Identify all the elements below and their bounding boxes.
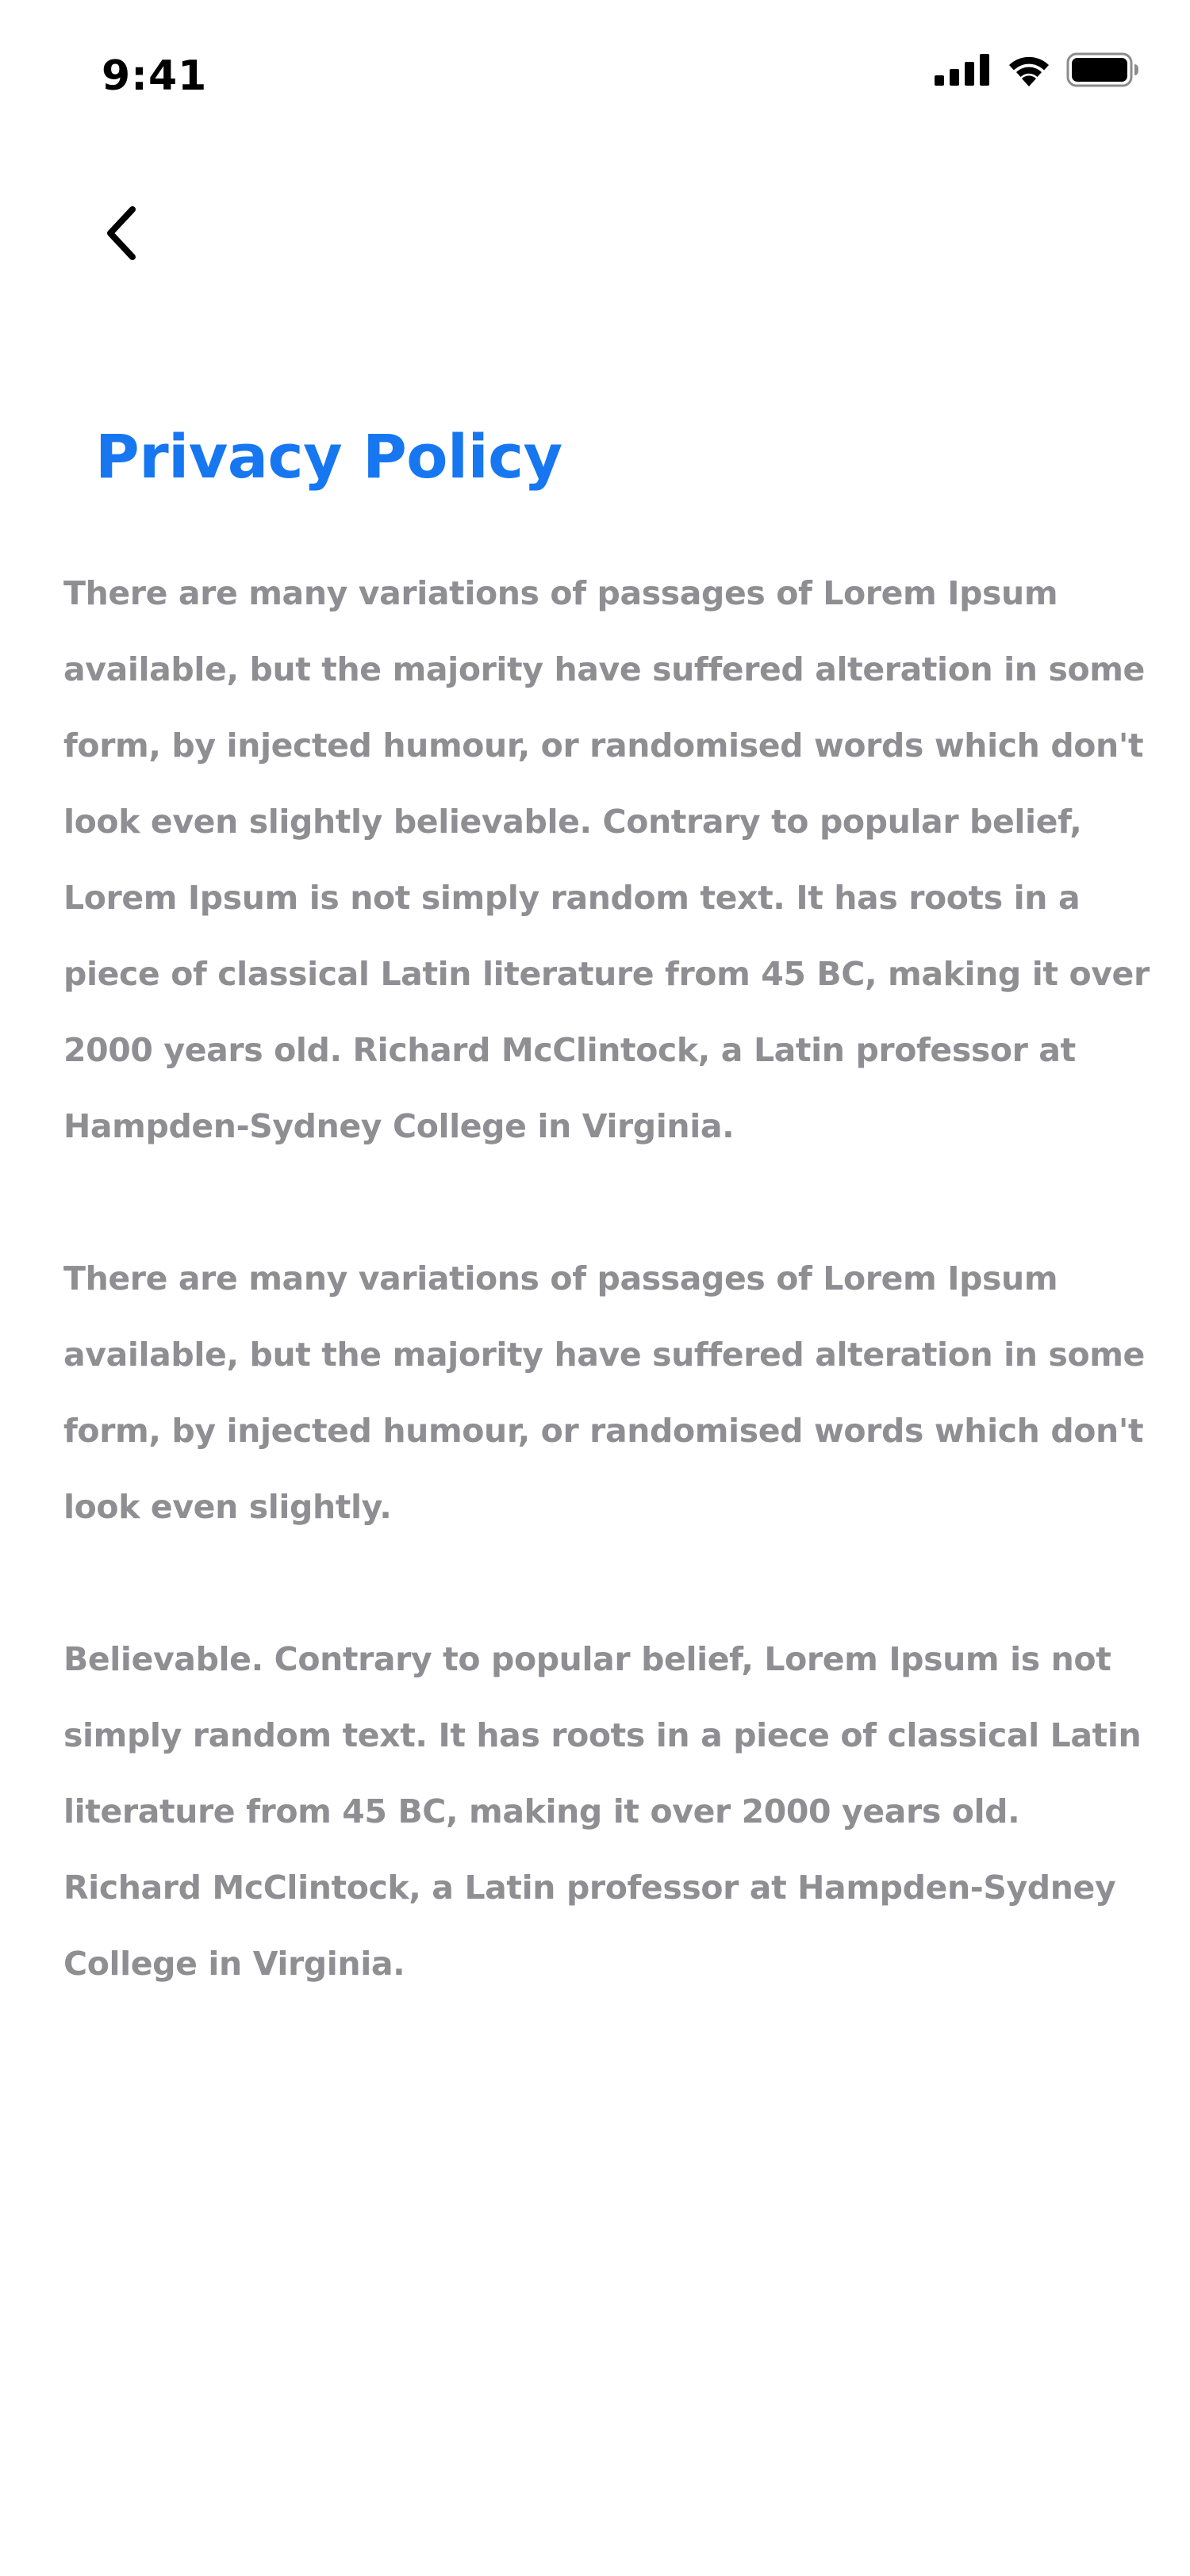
policy-paragraph: There are many variations of passages of Lorem Ipsum available, but the majority have suffered alteration in some form, by injected humour, or randomised words which don't look even slightly. bbox=[63, 1259, 1145, 1526]
policy-content bbox=[63, 555, 1150, 2078]
battery-icon bbox=[1066, 52, 1139, 87]
back-button[interactable] bbox=[89, 197, 152, 273]
chevron-left-icon bbox=[102, 205, 139, 266]
status-bar bbox=[0, 0, 1190, 143]
page-title: Privacy Policy bbox=[95, 421, 562, 492]
wifi-icon bbox=[1006, 53, 1052, 86]
status-time: 9:41 bbox=[102, 52, 208, 100]
status-icons bbox=[935, 52, 1139, 87]
policy-paragraph: There are many variations of passages of Lorem Ipsum available, but the majority have suffered alteration in some form, by injected humour, or randomised words which don't look even slightly believable. Contrary to popular belief, Lorem Ipsum is not simply random text. It has roots in a piece of classical Latin literature from 45 BC, making it over 2000 years old. Richard McClintock, a Latin professor at Hampden-Sydney College in Virginia. bbox=[63, 574, 1150, 1145]
policy-paragraph: Believable. Contrary to popular belief, Lorem Ipsum is not simply random text. It has roots in a piece of classical Latin literature from 45 BC, making it over 2000 years old. Richard McClintock, a Latin professor at Hampden-Sydney College in Virginia. bbox=[63, 1640, 1142, 1983]
cellular-signal-icon bbox=[935, 54, 992, 86]
